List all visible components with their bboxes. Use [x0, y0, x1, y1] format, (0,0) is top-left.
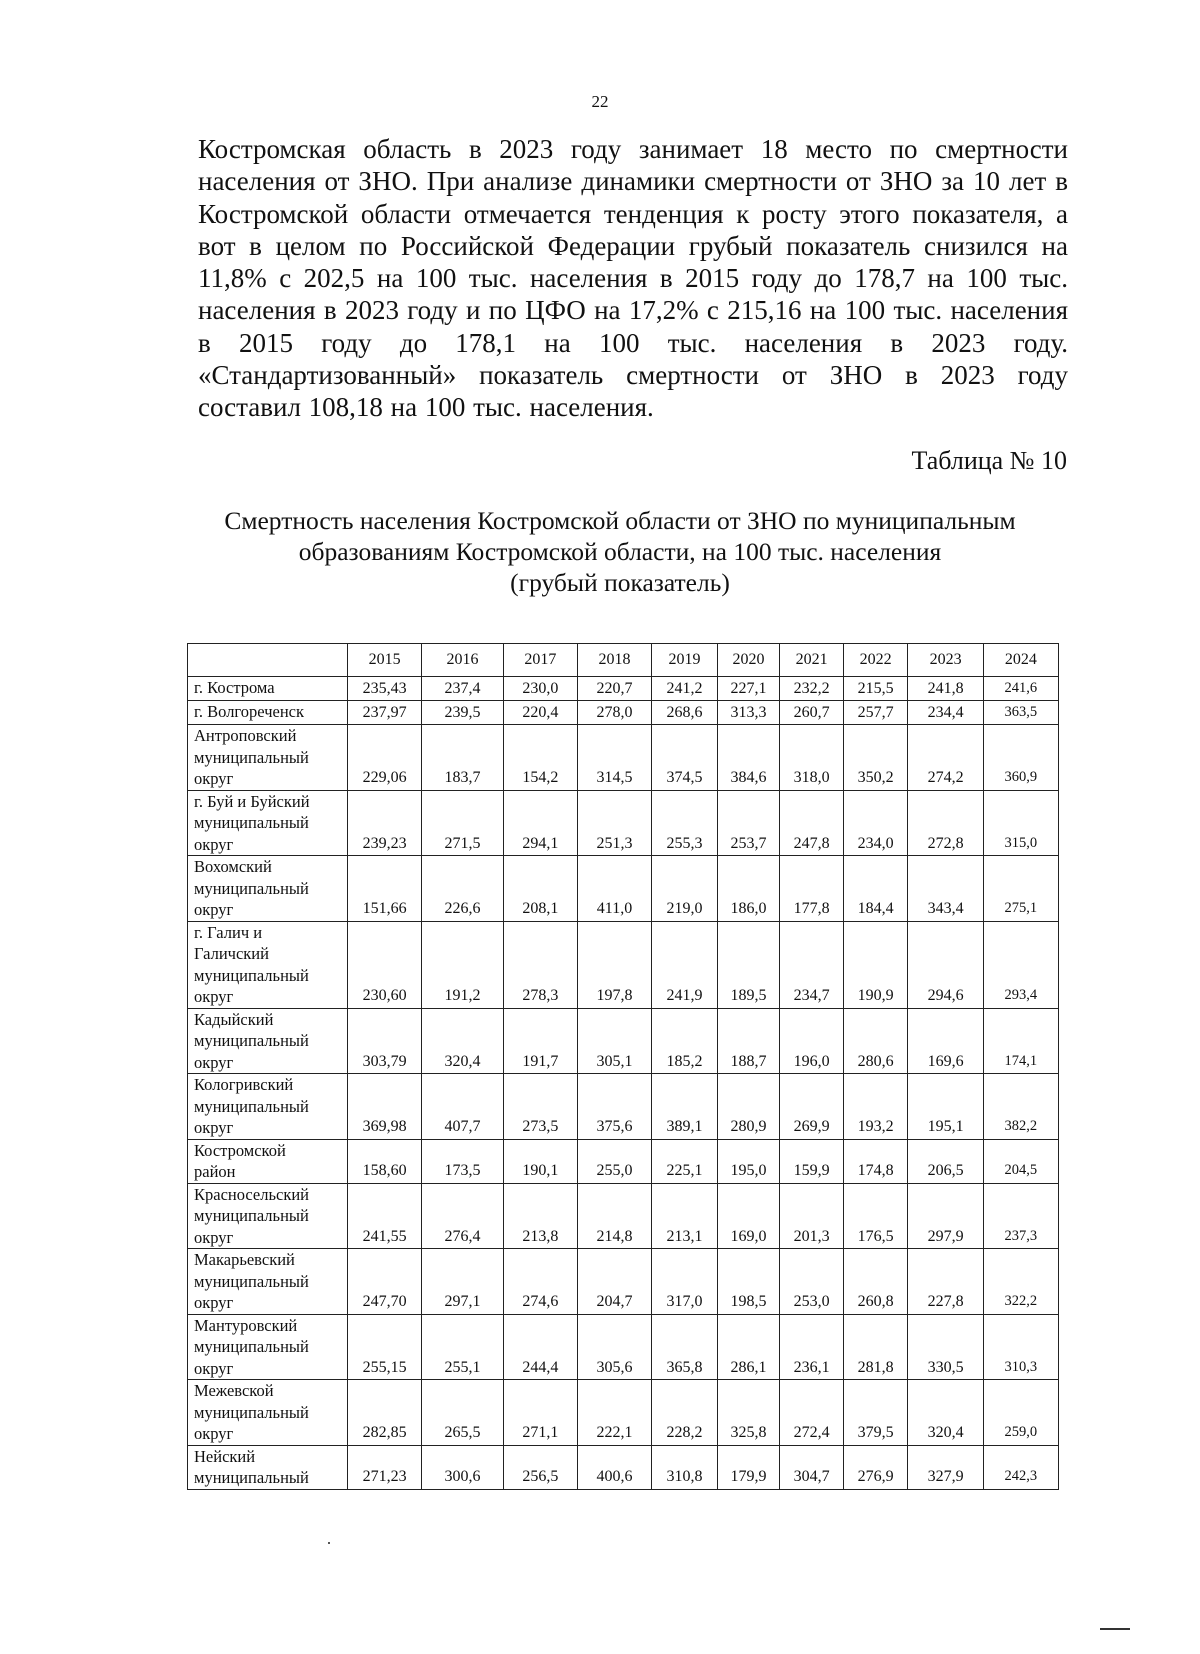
header-cell-year: 2022 — [843, 644, 908, 677]
value-cell: 272,4 — [780, 1380, 844, 1446]
row-name-cell: г. Волгореченск — [188, 701, 348, 725]
value-cell: 280,6 — [843, 1008, 908, 1074]
value-cell: 325,8 — [717, 1380, 780, 1446]
header-cell-year: 2023 — [908, 644, 983, 677]
row-name-cell: г. Буй и Буйский муниципальный округ — [188, 790, 348, 856]
value-cell: 220,7 — [577, 677, 651, 701]
table-row — [188, 1008, 1059, 1074]
value-cell: 232,2 — [780, 677, 844, 701]
table-title-line-3: (грубый показатель) — [510, 568, 730, 597]
table-body — [188, 677, 1059, 1490]
value-cell: 300,6 — [422, 1445, 504, 1489]
header-cell-year: 2019 — [652, 644, 718, 677]
value-cell: 185,2 — [652, 1008, 718, 1074]
value-cell: 169,0 — [717, 1183, 780, 1249]
header-cell-year: 2016 — [422, 644, 504, 677]
value-cell: 229,06 — [348, 725, 422, 791]
value-cell: 219,0 — [652, 856, 718, 922]
value-cell: 191,7 — [503, 1008, 577, 1074]
value-cell: 384,6 — [717, 725, 780, 791]
value-cell: 230,0 — [503, 677, 577, 701]
value-cell: 220,4 — [503, 701, 577, 725]
value-cell: 257,7 — [843, 701, 908, 725]
value-cell: 242,3 — [983, 1445, 1058, 1489]
table-row — [188, 790, 1059, 856]
value-cell: 215,5 — [843, 677, 908, 701]
value-cell: 239,23 — [348, 790, 422, 856]
value-cell: 247,8 — [780, 790, 844, 856]
value-cell: 317,0 — [652, 1249, 718, 1315]
value-cell: 310,8 — [652, 1445, 718, 1489]
header-cell-name — [188, 644, 348, 677]
value-cell: 173,5 — [422, 1139, 504, 1183]
footer-mark — [1100, 1628, 1130, 1630]
value-cell: 183,7 — [422, 725, 504, 791]
value-cell: 265,5 — [422, 1380, 504, 1446]
value-cell: 305,1 — [577, 1008, 651, 1074]
value-cell: 228,2 — [652, 1380, 718, 1446]
value-cell: 151,66 — [348, 856, 422, 922]
value-cell: 360,9 — [983, 725, 1058, 791]
value-cell: 191,2 — [422, 921, 504, 1008]
header-cell-year: 2020 — [717, 644, 780, 677]
value-cell: 303,79 — [348, 1008, 422, 1074]
value-cell: 206,5 — [908, 1139, 983, 1183]
header-cell-year: 2017 — [503, 644, 577, 677]
value-cell: 256,5 — [503, 1445, 577, 1489]
value-cell: 241,8 — [908, 677, 983, 701]
value-cell: 154,2 — [503, 725, 577, 791]
value-cell: 269,9 — [780, 1074, 844, 1140]
value-cell: 276,4 — [422, 1183, 504, 1249]
header-cell-year: 2024 — [983, 644, 1058, 677]
value-cell: 225,1 — [652, 1139, 718, 1183]
value-cell: 280,9 — [717, 1074, 780, 1140]
value-cell: 327,9 — [908, 1445, 983, 1489]
value-cell: 176,5 — [843, 1183, 908, 1249]
value-cell: 169,6 — [908, 1008, 983, 1074]
value-cell: 369,98 — [348, 1074, 422, 1140]
row-name-cell: Мантуровский муниципальный округ — [188, 1314, 348, 1380]
value-cell: 190,1 — [503, 1139, 577, 1183]
value-cell: 159,9 — [780, 1139, 844, 1183]
value-cell: 241,6 — [983, 677, 1058, 701]
table-row — [188, 856, 1059, 922]
value-cell: 278,0 — [577, 701, 651, 725]
row-name-cell: г. Кострома — [188, 677, 348, 701]
value-cell: 195,1 — [908, 1074, 983, 1140]
value-cell: 234,7 — [780, 921, 844, 1008]
value-cell: 177,8 — [780, 856, 844, 922]
row-name-cell: Красносельский муниципальный округ — [188, 1183, 348, 1249]
value-cell: 272,8 — [908, 790, 983, 856]
row-name-cell: г. Галич и Галичский муниципальный округ — [188, 921, 348, 1008]
value-cell: 310,3 — [983, 1314, 1058, 1380]
value-cell: 274,2 — [908, 725, 983, 791]
table-header-row — [188, 644, 1059, 677]
value-cell: 208,1 — [503, 856, 577, 922]
value-cell: 222,1 — [577, 1380, 651, 1446]
value-cell: 196,0 — [780, 1008, 844, 1074]
value-cell: 365,8 — [652, 1314, 718, 1380]
value-cell: 273,5 — [503, 1074, 577, 1140]
value-cell: 236,1 — [780, 1314, 844, 1380]
value-cell: 158,60 — [348, 1139, 422, 1183]
value-cell: 275,1 — [983, 856, 1058, 922]
row-name-cell: Костромской район — [188, 1139, 348, 1183]
value-cell: 318,0 — [780, 725, 844, 791]
value-cell: 389,1 — [652, 1074, 718, 1140]
value-cell: 204,5 — [983, 1139, 1058, 1183]
value-cell: 237,97 — [348, 701, 422, 725]
row-name-cell: Межевской муниципальный округ — [188, 1380, 348, 1446]
value-cell: 234,4 — [908, 701, 983, 725]
value-cell: 174,1 — [983, 1008, 1058, 1074]
value-cell: 286,1 — [717, 1314, 780, 1380]
value-cell: 322,2 — [983, 1249, 1058, 1315]
value-cell: 260,7 — [780, 701, 844, 725]
table-row — [188, 1183, 1059, 1249]
header-cell-year: 2015 — [348, 644, 422, 677]
value-cell: 174,8 — [843, 1139, 908, 1183]
mortality-table — [187, 643, 1059, 1490]
value-cell: 271,1 — [503, 1380, 577, 1446]
value-cell: 268,6 — [652, 701, 718, 725]
value-cell: 226,6 — [422, 856, 504, 922]
value-cell: 234,0 — [843, 790, 908, 856]
value-cell: 241,2 — [652, 677, 718, 701]
value-cell: 260,8 — [843, 1249, 908, 1315]
value-cell: 227,1 — [717, 677, 780, 701]
value-cell: 198,5 — [717, 1249, 780, 1315]
table-label: Таблица № 10 — [911, 446, 1067, 475]
value-cell: 214,8 — [577, 1183, 651, 1249]
value-cell: 213,1 — [652, 1183, 718, 1249]
row-name-cell: Макарьевский муниципальный округ — [188, 1249, 348, 1315]
value-cell: 241,55 — [348, 1183, 422, 1249]
row-name-cell: Антроповский муниципальный округ — [188, 725, 348, 791]
value-cell: 186,0 — [717, 856, 780, 922]
value-cell: 350,2 — [843, 725, 908, 791]
page-number: 22 — [591, 92, 609, 111]
value-cell: 315,0 — [983, 790, 1058, 856]
header-cell-year: 2018 — [577, 644, 651, 677]
value-cell: 241,9 — [652, 921, 718, 1008]
value-cell: 304,7 — [780, 1445, 844, 1489]
value-cell: 294,6 — [908, 921, 983, 1008]
value-cell: 294,1 — [503, 790, 577, 856]
value-cell: 184,4 — [843, 856, 908, 922]
table-row — [188, 1249, 1059, 1315]
value-cell: 281,8 — [843, 1314, 908, 1380]
value-cell: 227,8 — [908, 1249, 983, 1315]
value-cell: 314,5 — [577, 725, 651, 791]
value-cell: 375,6 — [577, 1074, 651, 1140]
table-row — [188, 921, 1059, 1008]
value-cell: 259,0 — [983, 1380, 1058, 1446]
value-cell: 230,60 — [348, 921, 422, 1008]
value-cell: 201,3 — [780, 1183, 844, 1249]
value-cell: 251,3 — [577, 790, 651, 856]
value-cell: 253,7 — [717, 790, 780, 856]
value-cell: 330,5 — [908, 1314, 983, 1380]
value-cell: 239,5 — [422, 701, 504, 725]
value-cell: 400,6 — [577, 1445, 651, 1489]
value-cell: 204,7 — [577, 1249, 651, 1315]
value-cell: 195,0 — [717, 1139, 780, 1183]
value-cell: 190,9 — [843, 921, 908, 1008]
value-cell: 179,9 — [717, 1445, 780, 1489]
value-cell: 255,15 — [348, 1314, 422, 1380]
body-paragraph: Костромская область в 2023 году занимает 18 место по смертности населения от ЗНО. При анализе динамики смертности от ЗНО за 10 лет в Костромской области отмечается тенденция к росту этого показателя, а вот в целом по Российской Федерации грубый показатель снизился на 11,8% с 202,5 на 100 тыс. населения в 2015 году до 178,7 на 100 тыс. населения в 2023 году и по ЦФО на 17,2% с 215,16 на 100 тыс. населения в 2015 году до 178,1 на 100 тыс. населения в 2023 году. «Стандартизованный» показатель смертности от ЗНО в 2023 году составил 108,18 на 100 тыс. населения. — [198, 134, 1068, 423]
row-name-cell: Нейский муниципальный — [188, 1445, 348, 1489]
value-cell: 320,4 — [422, 1008, 504, 1074]
value-cell: 278,3 — [503, 921, 577, 1008]
table-row — [188, 677, 1059, 701]
value-cell: 305,6 — [577, 1314, 651, 1380]
value-cell: 271,5 — [422, 790, 504, 856]
table-row — [188, 1445, 1059, 1489]
value-cell: 255,1 — [422, 1314, 504, 1380]
row-name-cell: Кадыйский муниципальный округ — [188, 1008, 348, 1074]
table-row — [188, 1139, 1059, 1183]
table-title-line-1: Смертность населения Костромской области от ЗНО по муниципальным — [224, 506, 1016, 535]
value-cell: 379,5 — [843, 1380, 908, 1446]
value-cell: 193,2 — [843, 1074, 908, 1140]
value-cell: 237,3 — [983, 1183, 1058, 1249]
value-cell: 255,0 — [577, 1139, 651, 1183]
table-title-line-2: образованиям Костромской области, на 100 тыс. населения — [298, 537, 942, 566]
table-row — [188, 1380, 1059, 1446]
value-cell: 374,5 — [652, 725, 718, 791]
value-cell: 197,8 — [577, 921, 651, 1008]
value-cell: 282,85 — [348, 1380, 422, 1446]
value-cell: 313,3 — [717, 701, 780, 725]
value-cell: 276,9 — [843, 1445, 908, 1489]
value-cell: 363,5 — [983, 701, 1058, 725]
value-cell: 253,0 — [780, 1249, 844, 1315]
value-cell: 411,0 — [577, 856, 651, 922]
value-cell: 274,6 — [503, 1249, 577, 1315]
value-cell: 235,43 — [348, 677, 422, 701]
scan-speck — [328, 1542, 330, 1544]
value-cell: 188,7 — [717, 1008, 780, 1074]
value-cell: 213,8 — [503, 1183, 577, 1249]
value-cell: 237,4 — [422, 677, 504, 701]
table-row — [188, 725, 1059, 791]
value-cell: 189,5 — [717, 921, 780, 1008]
value-cell: 297,9 — [908, 1183, 983, 1249]
value-cell: 293,4 — [983, 921, 1058, 1008]
header-cell-year: 2021 — [780, 644, 844, 677]
table-title — [180, 505, 1060, 598]
table-row — [188, 1314, 1059, 1380]
value-cell: 320,4 — [908, 1380, 983, 1446]
value-cell: 382,2 — [983, 1074, 1058, 1140]
row-name-cell: Вохомский муниципальный округ — [188, 856, 348, 922]
table-row — [188, 701, 1059, 725]
row-name-cell: Кологривский муниципальный округ — [188, 1074, 348, 1140]
value-cell: 247,70 — [348, 1249, 422, 1315]
value-cell: 271,23 — [348, 1445, 422, 1489]
value-cell: 297,1 — [422, 1249, 504, 1315]
value-cell: 407,7 — [422, 1074, 504, 1140]
value-cell: 343,4 — [908, 856, 983, 922]
value-cell: 244,4 — [503, 1314, 577, 1380]
table-row — [188, 1074, 1059, 1140]
value-cell: 255,3 — [652, 790, 718, 856]
